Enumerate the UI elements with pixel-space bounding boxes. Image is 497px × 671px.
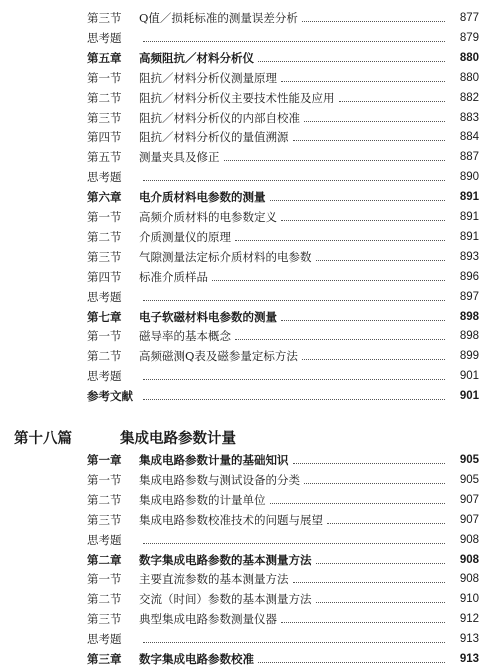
toc-entry-page: 887 <box>459 151 479 164</box>
toc-entry-label: 第三章 <box>87 652 122 666</box>
toc-entry <box>87 450 479 470</box>
toc-entry-page: 913 <box>459 633 479 646</box>
toc-entry-title: 数字集成电路参数的基本测量方法 <box>139 552 312 567</box>
dot-leader <box>327 522 445 524</box>
dot-leader <box>143 641 445 643</box>
toc-entry-label: 参考文献 <box>87 389 133 404</box>
toc-entry-label: 思考题 <box>87 289 122 304</box>
toc-entry-title: 测量夹具及修正 <box>139 150 220 165</box>
toc-entry-label: 第四节 <box>87 269 122 284</box>
dot-leader <box>304 120 445 122</box>
toc-entry-label: 思考题 <box>87 632 122 647</box>
toc-entry-page: 877 <box>459 12 479 24</box>
toc-entry-title: 集成电路参数与测试设备的分类 <box>139 472 300 487</box>
toc-entry-page: 897 <box>459 290 479 303</box>
toc-entry <box>87 187 479 207</box>
dot-leader <box>235 338 445 340</box>
toc-entry-label: 第三节 <box>87 612 122 627</box>
toc-entry <box>87 569 479 589</box>
dot-leader <box>339 100 446 102</box>
toc-entry-label: 第一节 <box>87 329 122 344</box>
dot-leader <box>270 502 446 504</box>
toc-entry <box>87 629 479 649</box>
toc-entry-label: 第三节 <box>87 11 122 25</box>
toc-entry-title: 高频介质材料的电参数定义 <box>139 210 277 224</box>
dot-leader <box>258 60 445 62</box>
toc-entry-page: 901 <box>459 370 479 383</box>
toc-entry-page: 898 <box>459 330 479 343</box>
dot-leader <box>302 20 445 22</box>
dot-leader <box>143 378 445 380</box>
toc-entry <box>87 267 479 287</box>
toc-entry-title: 集成电路参数的计量单位 <box>139 492 266 507</box>
toc-entry-title: 阻抗／材料分析仪主要技术性能及应用 <box>139 90 335 105</box>
dot-leader <box>258 661 445 663</box>
toc-entry-title: 交流（时间）参数的基本测量方法 <box>139 592 312 607</box>
toc-entry <box>87 609 479 629</box>
toc-entry-page: 905 <box>459 473 479 486</box>
toc-entry-label: 第一节 <box>87 70 122 85</box>
toc-entry-label: 第一节 <box>87 472 122 487</box>
toc-entry-label: 第一节 <box>87 572 122 587</box>
dot-leader <box>316 259 446 261</box>
toc-entry-page: 898 <box>459 310 479 323</box>
toc-entry-label: 第三节 <box>87 110 122 125</box>
toc-entry <box>87 167 479 187</box>
toc-entry <box>87 207 479 227</box>
toc-entry-page: 910 <box>459 593 479 606</box>
part-title: 集成电路参数计量 <box>120 429 236 447</box>
toc-entry-label: 第三节 <box>87 249 122 264</box>
toc-entry <box>87 127 479 147</box>
toc-entry-label: 第二节 <box>87 349 122 364</box>
toc-entry-title: 集成电路参数计量的基础知识 <box>139 453 289 467</box>
toc-entry-label: 思考题 <box>87 369 122 384</box>
toc-entry <box>87 307 479 327</box>
toc-entry <box>87 346 479 366</box>
toc-entry-page: 913 <box>459 653 479 665</box>
toc-entry-title: 电介质材料电参数的测量 <box>139 190 266 205</box>
toc-entry-page: 882 <box>459 91 479 104</box>
toc-entry-page: 891 <box>459 230 479 243</box>
dot-leader <box>316 562 446 564</box>
toc-entry <box>87 530 479 550</box>
toc-entry <box>87 147 479 167</box>
toc-entry-page: 891 <box>459 191 479 204</box>
toc-entry-label: 第五节 <box>87 150 122 165</box>
toc-entry <box>87 48 479 68</box>
toc-entry-title: 数字集成电路参数校准 <box>139 652 254 666</box>
dot-leader <box>143 542 445 544</box>
dot-leader <box>302 358 445 360</box>
toc-entry-title: 介质测量仪的原理 <box>139 229 231 244</box>
toc-entry-label: 思考题 <box>87 170 122 185</box>
toc-entry <box>87 550 479 570</box>
toc-entry-label: 第三节 <box>87 512 122 527</box>
toc-entry-label: 第一章 <box>87 453 122 467</box>
toc-entry-title: 高频阻抗／材料分析仪 <box>139 50 254 65</box>
dot-leader <box>281 219 445 221</box>
toc-entry-page: 893 <box>459 250 479 263</box>
toc-entry <box>87 490 479 510</box>
dot-leader <box>293 581 446 583</box>
dot-leader <box>293 139 446 141</box>
toc-entry-label: 第二章 <box>87 552 122 567</box>
toc-entry-page: 907 <box>459 513 479 526</box>
toc-entry <box>87 326 479 346</box>
toc-entry <box>87 470 479 490</box>
toc-entry-title: 阻抗／材料分析仪的量值溯源 <box>139 130 289 145</box>
toc-entry-title: 阻抗／材料分析仪的内部自校准 <box>139 110 300 125</box>
dot-leader <box>224 159 446 161</box>
toc-entry-label: 第五章 <box>87 50 122 65</box>
dot-leader <box>316 601 446 603</box>
toc-entry-page: 908 <box>459 533 479 546</box>
toc-entry-label: 第二节 <box>87 90 122 105</box>
toc-entry-page: 908 <box>459 573 479 586</box>
toc-entry-page: 880 <box>459 71 479 84</box>
toc-entry <box>87 247 479 267</box>
toc-entry-page: 879 <box>459 31 479 44</box>
dot-leader <box>293 462 446 464</box>
toc-entry <box>87 366 479 386</box>
toc-entry-page: 891 <box>459 211 479 223</box>
toc-entry-title: 典型集成电路参数测量仪器 <box>139 612 277 627</box>
toc-entry-label: 第七章 <box>87 309 122 324</box>
toc-entry <box>87 287 479 307</box>
toc-entry-title: 阻抗／材料分析仪测量原理 <box>139 70 277 85</box>
toc-entry-title: 磁导率的基本概念 <box>139 329 231 344</box>
toc-entry-label: 第四节 <box>87 130 122 145</box>
toc-entry <box>87 510 479 530</box>
toc-entry <box>87 28 479 48</box>
toc-entry <box>87 227 479 247</box>
dot-leader <box>281 621 445 623</box>
toc-entry-label: 第二节 <box>87 492 122 507</box>
dot-leader <box>143 299 445 301</box>
toc-entry-page: 890 <box>459 171 479 184</box>
toc-entry-title: 集成电路参数校准技术的问题与展望 <box>139 512 323 527</box>
toc-entry-title: 高频磁测Q表及磁参量定标方法 <box>139 349 298 364</box>
toc-entry <box>87 68 479 88</box>
part-label: 第十八篇 <box>14 429 72 447</box>
toc-entry <box>87 649 479 669</box>
toc-entry-title: 主要直流参数的基本测量方法 <box>139 572 289 587</box>
toc-entry <box>87 386 479 406</box>
toc-entry-page: 901 <box>459 390 479 403</box>
dot-leader <box>270 199 446 201</box>
toc-entry-title: 标准介质样品 <box>139 269 208 284</box>
dot-leader <box>212 279 445 281</box>
toc-entry <box>87 88 479 108</box>
toc-entry-page: 884 <box>459 131 479 144</box>
toc-entry-label: 思考题 <box>87 532 122 547</box>
dot-leader <box>143 398 445 400</box>
toc-entry-label: 第六章 <box>87 190 122 205</box>
toc-entry <box>87 108 479 128</box>
toc-entry-page: 899 <box>459 350 479 363</box>
toc-entry-title: 气隙测量法定标介质材料的电参数 <box>139 249 312 264</box>
toc-entry-label: 第二节 <box>87 592 122 607</box>
toc-entry-title: Q值／损耗标准的测量误差分析 <box>139 11 298 25</box>
dot-leader <box>281 80 445 82</box>
toc-entry <box>87 8 479 28</box>
toc-entry-page: 880 <box>459 51 479 64</box>
toc-entry-page: 896 <box>459 270 479 283</box>
dot-leader <box>143 179 445 181</box>
dot-leader <box>143 40 445 42</box>
toc-entry-title: 电子软磁材料电参数的测量 <box>139 309 277 324</box>
toc-entry-label: 第一节 <box>87 210 122 224</box>
toc-entry-label: 思考题 <box>87 30 122 45</box>
part-heading <box>14 426 484 448</box>
dot-leader <box>281 319 445 321</box>
dot-leader <box>235 239 445 241</box>
toc-entry-page: 907 <box>459 493 479 506</box>
toc-entry-page: 912 <box>459 613 479 626</box>
toc-entry-page: 908 <box>459 553 479 566</box>
dot-leader <box>304 482 445 484</box>
toc-entry-page: 883 <box>459 111 479 124</box>
toc-entry <box>87 589 479 609</box>
toc-entry-label: 第二节 <box>87 229 122 244</box>
toc-entry-page: 905 <box>459 454 479 466</box>
